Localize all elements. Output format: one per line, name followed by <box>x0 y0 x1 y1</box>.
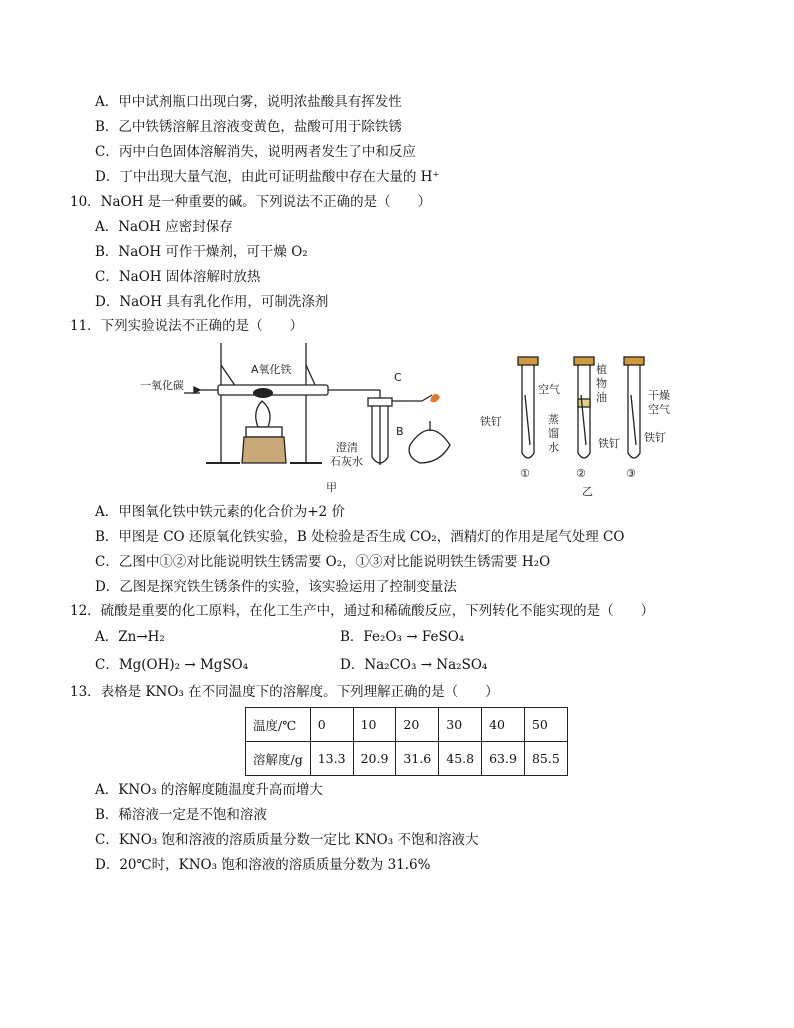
dry-air-label-1: 干燥 <box>648 389 670 402</box>
table-header-temperature: 温度/℃ <box>246 708 311 742</box>
table-cell: 0 <box>310 708 353 742</box>
q11-apparatus-figure <box>140 335 700 500</box>
table-row-temperature <box>246 708 568 742</box>
limewater-label-2: 石灰水 <box>330 455 363 468</box>
table-cell: 20 <box>396 708 439 742</box>
figure-jia-label: 甲 <box>326 481 337 494</box>
water-label-3: 水 <box>548 441 559 454</box>
table-header-solubility: 溶解度/g <box>246 742 311 776</box>
air-label: 空气 <box>538 383 560 396</box>
co-label: 一氧化碳 <box>140 379 184 392</box>
nail-label-1: 铁钉 <box>480 415 502 428</box>
q11-stem: 11．下列实验说法不正确的是（ ） <box>70 318 304 334</box>
c-label: C <box>394 371 402 384</box>
q13-option-b: B．稀溶液一定是不饱和溶液 <box>95 807 267 823</box>
tube-2-label: ② <box>576 467 586 480</box>
table-cell: 40 <box>482 708 525 742</box>
water-label-1: 蒸 <box>548 413 559 426</box>
q10-option-d: D．NaOH 具有乳化作用，可制洗涤剂 <box>95 294 329 310</box>
table-cell: 50 <box>524 708 567 742</box>
q12-option-d: D．Na₂CO₃ → Na₂SO₄ <box>340 657 488 673</box>
q11-option-a: A．甲图氧化铁中铁元素的化合价为+2 价 <box>95 504 345 520</box>
nail-label-3: 铁钉 <box>644 431 666 444</box>
table-cell: 85.5 <box>524 742 567 776</box>
table-cell: 10 <box>353 708 396 742</box>
water-label-2: 馏 <box>548 427 559 440</box>
nail-label-2: 铁钉 <box>598 437 620 450</box>
q12-option-c: C．Mg(OH)₂ → MgSO₄ <box>95 657 249 673</box>
q12-option-b: B．Fe₂O₃ → FeSO₄ <box>340 629 465 645</box>
q9-option-c: C．丙中白色固体溶解消失，说明两者发生了中和反应 <box>95 144 416 160</box>
limewater-label-1: 澄清 <box>336 441 358 454</box>
q10-option-c: C．NaOH 固体溶解时放热 <box>95 269 261 285</box>
table-cell: 63.9 <box>482 742 525 776</box>
q13-option-d: D．20℃时，KNO₃ 饱和溶液的溶质质量分数为 31.6% <box>95 857 431 873</box>
q13-option-c: C．KNO₃ 饱和溶液的溶质质量分数一定比 KNO₃ 不饱和溶液大 <box>95 832 479 848</box>
table-cell: 13.3 <box>310 742 353 776</box>
q11-option-b: B．甲图是 CO 还原氧化铁实验，B 处检验是否生成 CO₂，酒精灯的作用是尾气处理 CO <box>95 529 625 545</box>
q9-option-a: A．甲中试剂瓶口出现白雾，说明浓盐酸具有挥发性 <box>95 94 402 110</box>
iron-oxide-label: A氧化铁 <box>251 363 292 376</box>
q10-stem: 10．NaOH 是一种重要的碱。下列说法不正确的是（ ） <box>70 194 432 210</box>
oil-label-2: 物 <box>596 377 607 390</box>
table-cell: 30 <box>439 708 482 742</box>
q11-option-c: C．乙图中①②对比能说明铁生锈需要 O₂，①③对比能说明铁生锈需要 H₂O <box>95 554 551 570</box>
tube-3-label: ③ <box>626 467 636 480</box>
table-row-solubility <box>246 742 568 776</box>
tube-1-label: ① <box>520 467 530 480</box>
oil-label-1: 植 <box>596 363 607 376</box>
q12-stem: 12．硫酸是重要的化工原料，在化工生产中，通过和稀硫酸反应，下列转化不能实现的是（ ） <box>70 603 655 619</box>
figure-yi-label: 乙 <box>582 485 593 498</box>
q10-option-a: A．NaOH 应密封保存 <box>95 219 233 235</box>
q11-option-d: D．乙图是探究铁生锈条件的实验，该实验运用了控制变量法 <box>95 579 457 595</box>
b-label: B <box>396 425 404 438</box>
q9-option-b: B．乙中铁锈溶解且溶液变黄色，盐酸可用于除铁锈 <box>95 119 402 135</box>
table-cell: 45.8 <box>439 742 482 776</box>
q13-option-a: A．KNO₃ 的溶解度随温度升高而增大 <box>95 782 323 798</box>
oil-label-3: 油 <box>596 391 607 404</box>
q12-option-a: A．Zn→H₂ <box>95 629 165 645</box>
q13-stem: 13．表格是 KNO₃ 在不同温度下的溶解度。下列理解正确的是（ ） <box>70 684 499 700</box>
q9-option-d: D．丁中出现大量气泡，由此可证明盐酸中存在大量的 H⁺ <box>95 169 440 185</box>
table-cell: 20.9 <box>353 742 396 776</box>
table-cell: 31.6 <box>396 742 439 776</box>
q10-option-b: B．NaOH 可作干燥剂，可干燥 O₂ <box>95 244 308 260</box>
solubility-table <box>245 707 568 776</box>
dry-air-label-2: 空气 <box>648 403 670 416</box>
